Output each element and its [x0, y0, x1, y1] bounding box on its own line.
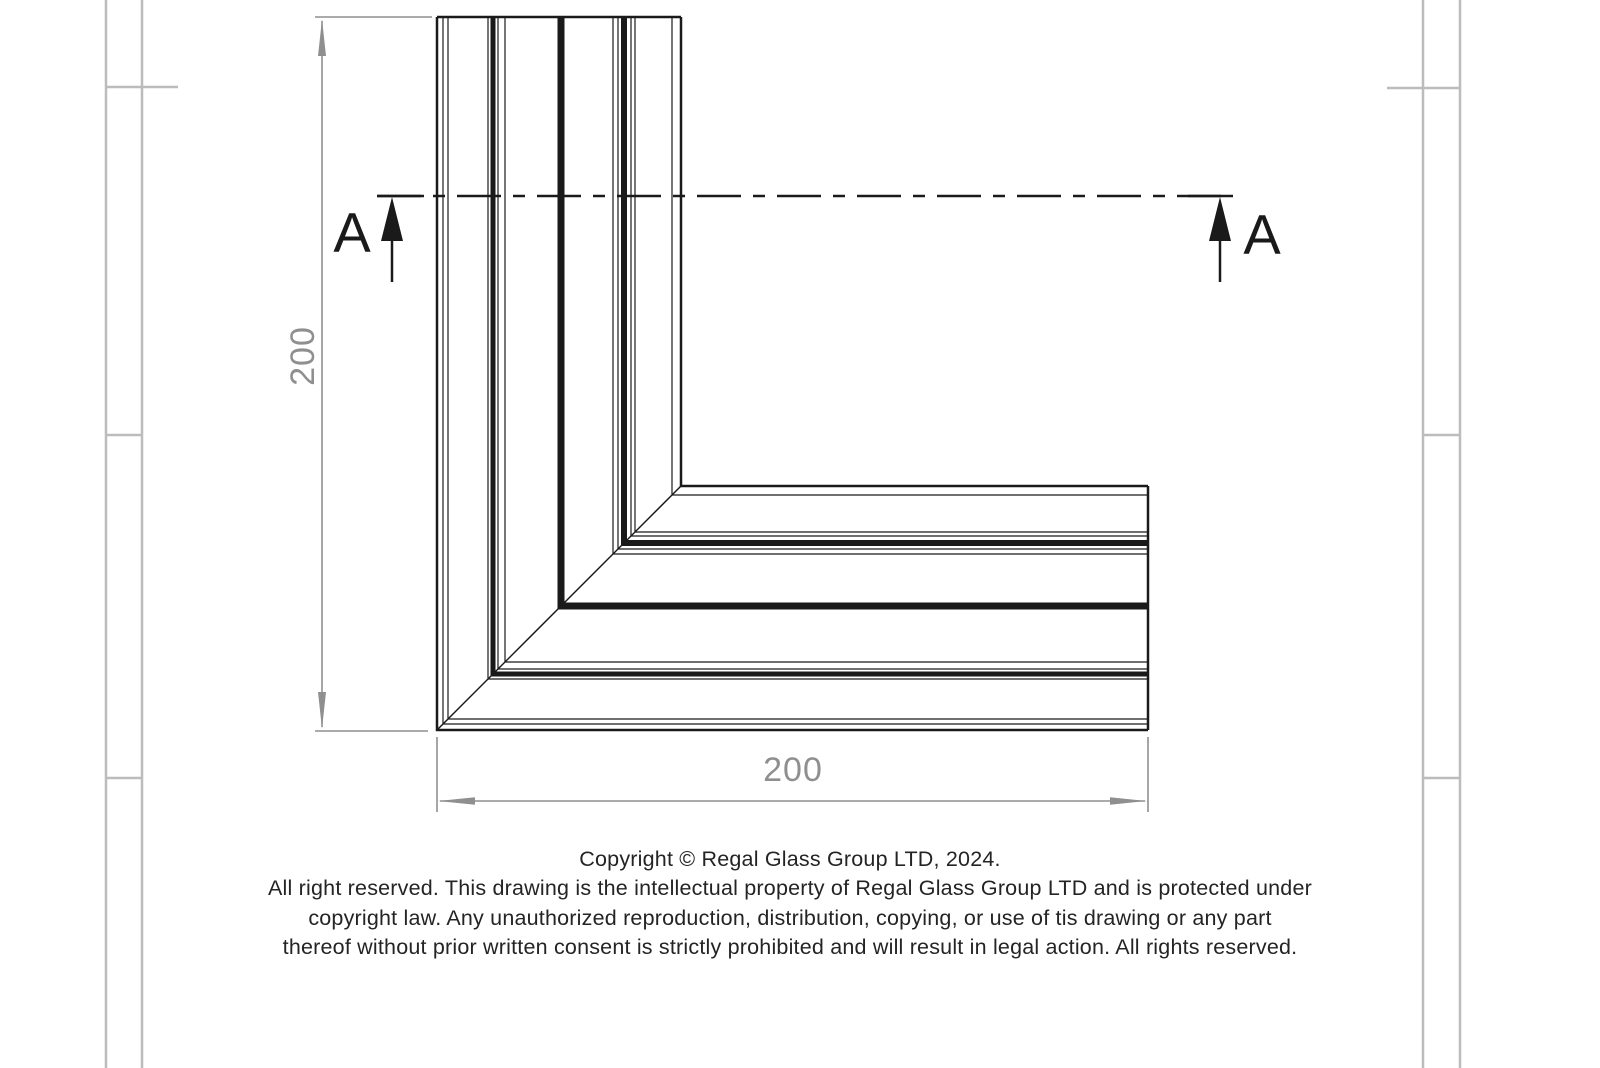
dim-arrow-right-icon — [1110, 797, 1147, 805]
profile-extrusion-line — [635, 17, 1148, 532]
dim-value-vertical: 200 — [284, 326, 322, 386]
copyright-line: All right reserved. This drawing is the intellectual property of Regal Glass Group LTD and is protected under — [268, 876, 1312, 901]
copyright-block — [220, 845, 1360, 962]
dim-arrow-left-icon — [438, 797, 475, 805]
section-line-AA — [333, 196, 1281, 282]
section-arrow-left-icon — [381, 197, 403, 241]
section-label-right: A — [1243, 202, 1281, 266]
profile-extrusion-line — [672, 17, 1148, 495]
section-label-left: A — [333, 200, 371, 264]
dim-arrow-down-icon — [318, 692, 326, 729]
copyright-line: Copyright © Regal Glass Group LTD, 2024. — [579, 847, 1001, 871]
dimension-horizontal — [437, 737, 1148, 812]
dimension-vertical — [284, 17, 432, 731]
dim-value-horizontal: 200 — [763, 751, 823, 789]
section-arrow-right-icon — [1209, 197, 1231, 241]
profile-extrusion-line — [624, 17, 1148, 543]
dim-arrow-up-icon — [318, 19, 326, 56]
profile-extrusion-line — [618, 17, 1148, 549]
profile-extrusion-line — [613, 17, 1148, 554]
copyright-line: thereof without prior written consent is strictly prohibited and will result in legal action. All rights reserved. — [282, 934, 1298, 959]
profile-extrusion-line — [631, 17, 1148, 536]
copyright-line: copyright law. Any unauthorized reproduction, distribution, copying, or use of tis drawing or any part — [308, 905, 1272, 930]
l-profile-section — [437, 17, 1148, 730]
profile-extrusion-line — [681, 17, 1148, 486]
